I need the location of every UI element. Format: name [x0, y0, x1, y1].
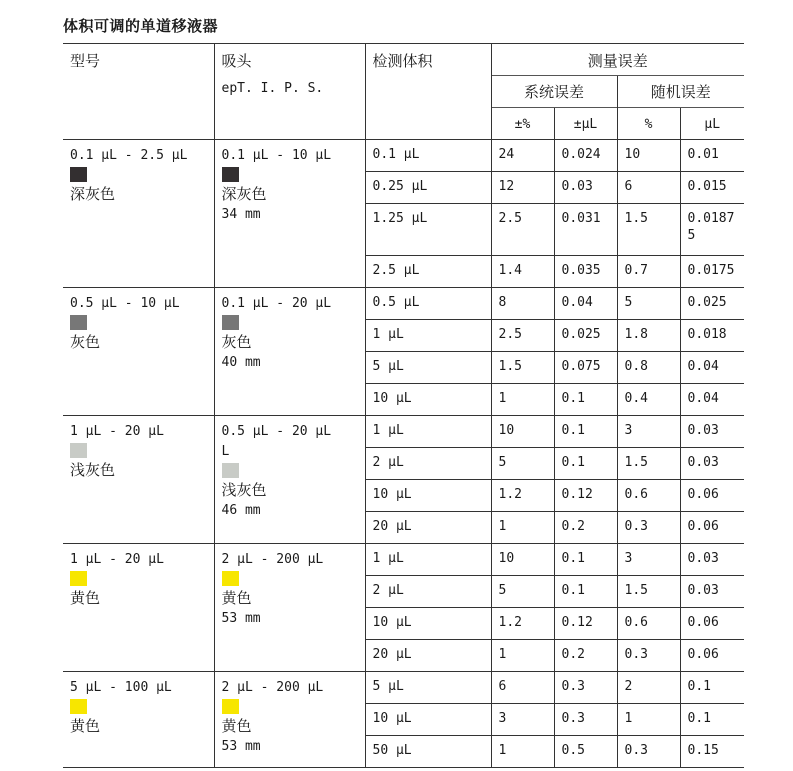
- test-volume-cell: 50 µL: [365, 736, 491, 768]
- header-rand-pct: %: [617, 108, 680, 140]
- model-range: 1 µL - 20 µL: [70, 424, 164, 439]
- header-error-label: 测量误差: [587, 52, 648, 70]
- tip-color-swatch: [222, 571, 239, 586]
- sys-pct-cell: 1.2: [491, 480, 554, 512]
- tip-color-swatch: [222, 699, 239, 714]
- test-volume-cell: 1.25 µL: [365, 204, 491, 256]
- test-volume-cell: 0.1 µL: [365, 140, 491, 172]
- sys-pct-cell: 2.5: [491, 204, 554, 256]
- test-volume-cell: 10 µL: [365, 480, 491, 512]
- test-volume-cell: 2 µL: [365, 576, 491, 608]
- sys-ul-cell: 0.04: [554, 288, 617, 320]
- table-row: [63, 416, 744, 448]
- tip-color-swatch: [222, 463, 239, 478]
- model-range: 1 µL - 20 µL: [70, 552, 164, 567]
- test-volume-cell: 20 µL: [365, 512, 491, 544]
- rand-ul-cell: 0.0175: [680, 256, 744, 288]
- model-cell: [63, 288, 214, 416]
- rand-pct-cell: 0.8: [617, 352, 680, 384]
- tip-color-name: 深灰色: [221, 185, 267, 203]
- tip-color-swatch: [222, 315, 239, 330]
- tip-length: 40 mm: [221, 355, 261, 370]
- sys-pct-cell: 5: [491, 576, 554, 608]
- rand-pct-cell: 3: [617, 416, 680, 448]
- sys-ul-cell: 0.12: [554, 608, 617, 640]
- tip-color-name: 浅灰色: [221, 481, 267, 499]
- rand-pct-cell: 1.5: [617, 576, 680, 608]
- sys-pct-cell: 2.5: [491, 320, 554, 352]
- sys-pct-cell: 10: [491, 416, 554, 448]
- sys-ul-cell: 0.025: [554, 320, 617, 352]
- sys-ul-cell: 0.1: [554, 416, 617, 448]
- model-cell: [63, 544, 214, 672]
- rand-pct-cell: 2: [617, 672, 680, 704]
- table-header: [63, 44, 744, 140]
- rand-ul-cell: 0.15: [680, 736, 744, 768]
- tip-range: 0.1 µL - 20 µL: [221, 296, 332, 311]
- sys-ul-cell: 0.03: [554, 172, 617, 204]
- sys-pct-cell: 1: [491, 640, 554, 672]
- tip-range: 0.5 µL - 20 µL L: [221, 424, 332, 459]
- model-range: 0.5 µL - 10 µL: [70, 296, 180, 311]
- rand-ul-cell: 0.04: [680, 352, 744, 384]
- page-title: 体积可调的单道移液器: [63, 17, 219, 35]
- model-color-name: 黄色: [70, 717, 101, 735]
- rand-ul-cell: 0.06: [680, 512, 744, 544]
- test-volume-cell: 2 µL: [365, 448, 491, 480]
- header-systematic: [491, 76, 617, 108]
- sys-pct-cell: 10: [491, 544, 554, 576]
- header-tip: [214, 44, 365, 140]
- model-range: 0.1 µL - 2.5 µL: [70, 148, 188, 163]
- test-volume-cell: 1 µL: [365, 416, 491, 448]
- model-cell: [63, 672, 214, 768]
- sys-ul-cell: 0.024: [554, 140, 617, 172]
- tip-length: 53 mm: [221, 611, 261, 626]
- sys-ul-cell: 0.1: [554, 544, 617, 576]
- test-volume-cell: 0.25 µL: [365, 172, 491, 204]
- sys-ul-cell: 0.1: [554, 576, 617, 608]
- header-tip-sub: epT. I. P. S.: [221, 81, 324, 96]
- sys-pct-cell: 1.4: [491, 256, 554, 288]
- tip-length: 53 mm: [221, 739, 261, 754]
- tip-color-swatch: [222, 167, 239, 182]
- rand-pct-cell: 10: [617, 140, 680, 172]
- rand-ul-cell: 0.03: [680, 544, 744, 576]
- sys-pct-cell: 12: [491, 172, 554, 204]
- rand-pct-cell: 0.3: [617, 640, 680, 672]
- rand-pct-cell: 1: [617, 704, 680, 736]
- header-model: [63, 44, 214, 140]
- header-error: [491, 44, 744, 76]
- test-volume-cell: 10 µL: [365, 384, 491, 416]
- table-row: [63, 544, 744, 576]
- header-sys-pct: ±%: [491, 108, 554, 140]
- rand-pct-cell: 0.3: [617, 736, 680, 768]
- tip-length: 46 mm: [221, 503, 261, 518]
- header-systematic-label: 系统误差: [523, 83, 584, 101]
- test-volume-cell: 0.5 µL: [365, 288, 491, 320]
- test-volume-cell: 10 µL: [365, 608, 491, 640]
- header-tip-label: 吸头: [221, 52, 252, 70]
- tip-cell: [214, 288, 365, 416]
- tip-range: 2 µL - 200 µL: [221, 552, 324, 567]
- sys-ul-cell: 0.3: [554, 672, 617, 704]
- table-row: [63, 140, 744, 172]
- rand-pct-cell: 5: [617, 288, 680, 320]
- rand-pct-cell: 0.4: [617, 384, 680, 416]
- rand-pct-cell: 0.6: [617, 608, 680, 640]
- model-color-swatch: [70, 699, 87, 714]
- model-cell: [63, 416, 214, 544]
- test-volume-cell: 1 µL: [365, 320, 491, 352]
- sys-pct-cell: 5: [491, 448, 554, 480]
- rand-ul-cell: 0.025: [680, 288, 744, 320]
- header-model-label: 型号: [70, 52, 101, 70]
- tip-cell: [214, 416, 365, 544]
- tip-cell: [214, 672, 365, 768]
- model-color-name: 灰色: [70, 333, 101, 351]
- rand-pct-cell: 1.5: [617, 204, 680, 256]
- tip-color-name: 黄色: [221, 717, 252, 735]
- sys-pct-cell: 1: [491, 736, 554, 768]
- test-volume-cell: 2.5 µL: [365, 256, 491, 288]
- sys-ul-cell: 0.5: [554, 736, 617, 768]
- rand-pct-cell: 0.3: [617, 512, 680, 544]
- sys-ul-cell: 0.1: [554, 448, 617, 480]
- rand-ul-cell: 0.1: [680, 672, 744, 704]
- rand-ul-cell: 0.0187 5: [680, 204, 744, 256]
- test-volume-cell: 5 µL: [365, 672, 491, 704]
- model-color-name: 黄色: [70, 589, 101, 607]
- sys-ul-cell: 0.12: [554, 480, 617, 512]
- rand-pct-cell: 6: [617, 172, 680, 204]
- sys-pct-cell: 6: [491, 672, 554, 704]
- rand-ul-cell: 0.03: [680, 576, 744, 608]
- sys-pct-cell: 1.2: [491, 608, 554, 640]
- header-rand-ul: µL: [680, 108, 744, 140]
- table-row: [63, 672, 744, 704]
- header-random-label: 随机误差: [650, 83, 711, 101]
- rand-ul-cell: 0.04: [680, 384, 744, 416]
- rand-pct-cell: 3: [617, 544, 680, 576]
- model-range: 5 µL - 100 µL: [70, 680, 172, 695]
- sys-pct-cell: 8: [491, 288, 554, 320]
- rand-pct-cell: 1.8: [617, 320, 680, 352]
- table-body: [63, 140, 744, 768]
- sys-ul-cell: 0.035: [554, 256, 617, 288]
- rand-pct-cell: 0.7: [617, 256, 680, 288]
- sys-ul-cell: 0.3: [554, 704, 617, 736]
- sys-pct-cell: 1.5: [491, 352, 554, 384]
- sys-pct-cell: 1: [491, 384, 554, 416]
- sys-ul-cell: 0.2: [554, 640, 617, 672]
- model-color-swatch: [70, 443, 87, 458]
- rand-pct-cell: 1.5: [617, 448, 680, 480]
- model-color-name: 深灰色: [70, 185, 116, 203]
- sys-ul-cell: 0.075: [554, 352, 617, 384]
- header-sys-ul: ±µL: [554, 108, 617, 140]
- model-color-name: 浅灰色: [70, 461, 116, 479]
- rand-ul-cell: 0.01: [680, 140, 744, 172]
- test-volume-cell: 10 µL: [365, 704, 491, 736]
- tip-length: 34 mm: [221, 207, 261, 222]
- tip-range: 2 µL - 200 µL: [221, 680, 324, 695]
- tip-cell: [214, 140, 365, 288]
- tip-range: 0.1 µL - 10 µL: [221, 148, 332, 163]
- sys-ul-cell: 0.031: [554, 204, 617, 256]
- sys-ul-cell: 0.2: [554, 512, 617, 544]
- model-color-swatch: [70, 167, 87, 182]
- sys-pct-cell: 3: [491, 704, 554, 736]
- rand-pct-cell: 0.6: [617, 480, 680, 512]
- sys-pct-cell: 1: [491, 512, 554, 544]
- rand-ul-cell: 0.1: [680, 704, 744, 736]
- pipette-spec-table: [63, 43, 744, 768]
- test-volume-cell: 5 µL: [365, 352, 491, 384]
- model-color-swatch: [70, 571, 87, 586]
- rand-ul-cell: 0.03: [680, 416, 744, 448]
- tip-color-name: 黄色: [221, 589, 252, 607]
- tip-cell: [214, 544, 365, 672]
- rand-ul-cell: 0.03: [680, 448, 744, 480]
- rand-ul-cell: 0.018: [680, 320, 744, 352]
- sys-ul-cell: 0.1: [554, 384, 617, 416]
- rand-ul-cell: 0.06: [680, 640, 744, 672]
- header-test-volume-label: 检测体积: [372, 52, 433, 70]
- table-row: [63, 288, 744, 320]
- test-volume-cell: 20 µL: [365, 640, 491, 672]
- header-test-volume: [365, 44, 491, 140]
- model-cell: [63, 140, 214, 288]
- model-color-swatch: [70, 315, 87, 330]
- header-random: [617, 76, 744, 108]
- sys-pct-cell: 24: [491, 140, 554, 172]
- tip-color-name: 灰色: [221, 333, 252, 351]
- rand-ul-cell: 0.06: [680, 608, 744, 640]
- rand-ul-cell: 0.015: [680, 172, 744, 204]
- rand-ul-cell: 0.06: [680, 480, 744, 512]
- test-volume-cell: 1 µL: [365, 544, 491, 576]
